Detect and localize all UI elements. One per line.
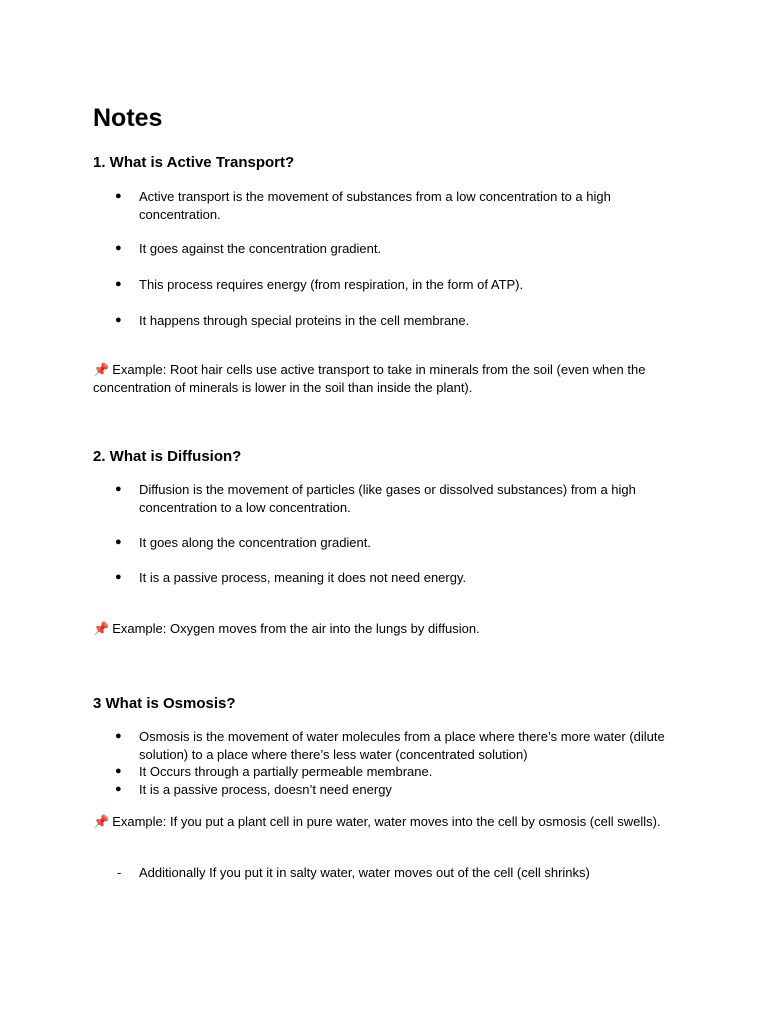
section-heading-active-transport: 1. What is Active Transport? [93, 154, 295, 171]
list-item-text: Osmosis is the movement of water molecules from a place where there’s more water (dilute solution) to a place where there’s less water (concentrated solution) [139, 729, 665, 762]
list-item-text: It Occurs through a partially permeable membrane. [139, 764, 433, 779]
list-item-text: It is a passive process, meaning it does not need energy. [139, 570, 467, 585]
bullet-icon: ● [115, 783, 122, 795]
list-item-text: It happens through special proteins in the cell membrane. [139, 313, 470, 328]
list-item-text: This process requires energy (from respiration, in the form of ATP). [139, 277, 524, 292]
pushpin-icon: 📌 [93, 621, 110, 636]
example-note [93, 620, 678, 638]
pushpin-icon: 📌 [93, 362, 110, 377]
bullet-icon: ● [115, 314, 122, 326]
list-item-text: It goes against the concentration gradient. [139, 241, 382, 256]
list-item [115, 534, 674, 552]
list-item [115, 312, 674, 330]
list-item [115, 781, 674, 799]
list-item [115, 240, 674, 258]
bullet-icon: ● [115, 730, 122, 742]
example-note [93, 813, 678, 831]
pushpin-icon: 📌 [93, 814, 110, 829]
list-item [115, 188, 674, 223]
bullet-icon: ● [115, 190, 122, 202]
list-item-text: Diffusion is the movement of particles (like gases or dissolved substances) from a high concentration to a low concentration. [139, 482, 636, 515]
example-text: Example: Oxygen moves from the air into the lungs by diffusion. [112, 621, 480, 636]
list-item [115, 763, 674, 781]
list-item [115, 728, 674, 763]
bullet-icon: ● [115, 536, 122, 548]
list-item [115, 481, 674, 516]
list-item-text: It is a passive process, doesn’t need energy [139, 782, 392, 797]
bullet-icon: ● [115, 278, 122, 290]
dash-list-item [117, 864, 674, 882]
bullet-icon: ● [115, 571, 122, 583]
list-item [115, 276, 674, 294]
bullet-icon: ● [115, 765, 122, 777]
list-item [115, 569, 674, 587]
section-heading-diffusion: 2. What is Diffusion? [93, 448, 242, 465]
bullet-icon: ● [115, 483, 122, 495]
example-text: Example: If you put a plant cell in pure water, water moves into the cell by osmosis (cell swells). [112, 814, 661, 829]
list-item-text: Active transport is the movement of substances from a low concentration to a high concentration. [139, 189, 611, 222]
bullet-icon: ● [115, 242, 122, 254]
example-note [93, 361, 678, 397]
list-item-text: It goes along the concentration gradient. [139, 535, 371, 550]
dash-icon: - [117, 865, 122, 880]
example-text: Example: Root hair cells use active transport to take in minerals from the soil (even when the concentration of minerals is lower in the soil than inside the plant). [93, 362, 646, 395]
page-title: Notes [93, 104, 163, 132]
dash-list-item-text: Additionally If you put it in salty water, water moves out of the cell (cell shrinks) [139, 865, 590, 880]
section-heading-osmosis: 3 What is Osmosis? [93, 695, 236, 712]
